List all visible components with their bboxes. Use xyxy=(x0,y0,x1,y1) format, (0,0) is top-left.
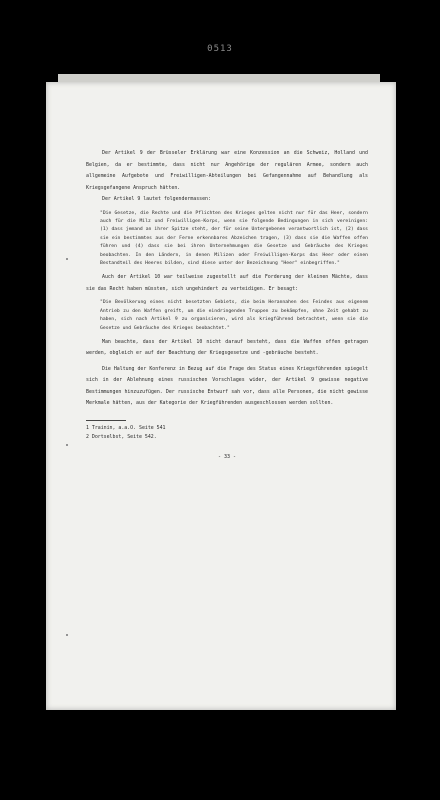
paragraph-article-10-intro: Auch der Artikel 10 war teilweise zugestellt auf die Forderung der kleinen Mächte, dass sie das Recht haben müssten, sich ungehindert zu verteidigen. Er besagt: xyxy=(86,274,368,292)
quote-article-9: "Die Gesetze, die Rechte und die Pflichten des Krieges gelten nicht nur für das Heer, sondern auch für die Milz und Freiwilligen-Korps, wenn sie folgende Bedingungen in sich vereinigen: (1) dass jemand an ihrer Spitze steht, der für seine Untergebenen verantwortlich ist, (2) dass sie ein bestimmtes aus der Ferne erkennbares Abzeichen tragen, (3) dass sie die Waffen offen führen und (4) dass sie bei ihren Unternehmungen die Gesetze und Gebräuche des Krieges beobachten. In den Ländern, in denen Milizen oder Freiwilligen-Korps das Heer oder einen Bestandteil des Heeres bilden, sind diese unter der Bezeichnung "Heer" einbegriffen." xyxy=(100,210,368,266)
page-body xyxy=(86,148,368,463)
page-number: - 33 - xyxy=(217,453,237,460)
margin-punch-mark xyxy=(66,444,68,446)
microfilm-frame-number: 0513 xyxy=(207,44,233,54)
paragraph-article-9-heading: Der Artikel 9 lautet folgendermassen: xyxy=(102,196,211,202)
paragraph-article-10-note: Man beachte, dass der Artikel 10 nicht darauf besteht, dass die Waffen offen getragen werden, obgleich er auf der Beachtung der Kriegsgesetze und -gebräuche besteht. xyxy=(86,338,368,357)
footnote-divider xyxy=(86,420,126,421)
margin-punch-mark xyxy=(66,634,68,636)
paragraph-conference-attitude: Die Haltung der Konferenz in Bezug auf die Frage des Status eines Kriegsführenden spiegelt sich in der Ablehnung eines russischen Vorschlages wider, der Artikel 9 gewisse negative Bestimmungen hinzuzufügen. Der russische Entwurf sah vor, dass alle Personen, die nicht gewisse Merkmale hätten, aus der Kategorie der Kriegführenden ausgeschlossen werden sollten. xyxy=(86,365,368,407)
quote-article-10: "Die Bevölkerung eines nicht besetzten Gebiets, die beim Herannahen des Feindes aus eigenem Antrieb zu den Waffen greift, um die eindringenden Truppen zu bekämpfen, ohne Zeit gehabt zu haben, sich nach Artikel 9 zu organisieren, wird als kriegführend betrachtet, wenn sie die Gesetze und Gebräuche des Krieges beobachtet." xyxy=(100,300,368,331)
footnote-2: 2 Dortselbst, Seite 542. xyxy=(86,433,157,440)
footnote-1: 1 Trainin, a.a.O. Seite 541 xyxy=(86,424,166,431)
margin-punch-mark xyxy=(66,258,68,260)
document-page xyxy=(46,82,396,710)
paragraph-article-9-intro: Der Artikel 9 der Brüsseler Erklärung war eine Konzession an die Schweiz, Holland und Belgien, da er bestimmte, dass nicht nur Angehörige der regulären Armee, sondern auch allgemeine Aufgebote und Freiwilligen-Abteilungen bei Gefangennahme auf Behandlung als Kriegsgefangene Anspruch hätten. xyxy=(86,150,368,191)
